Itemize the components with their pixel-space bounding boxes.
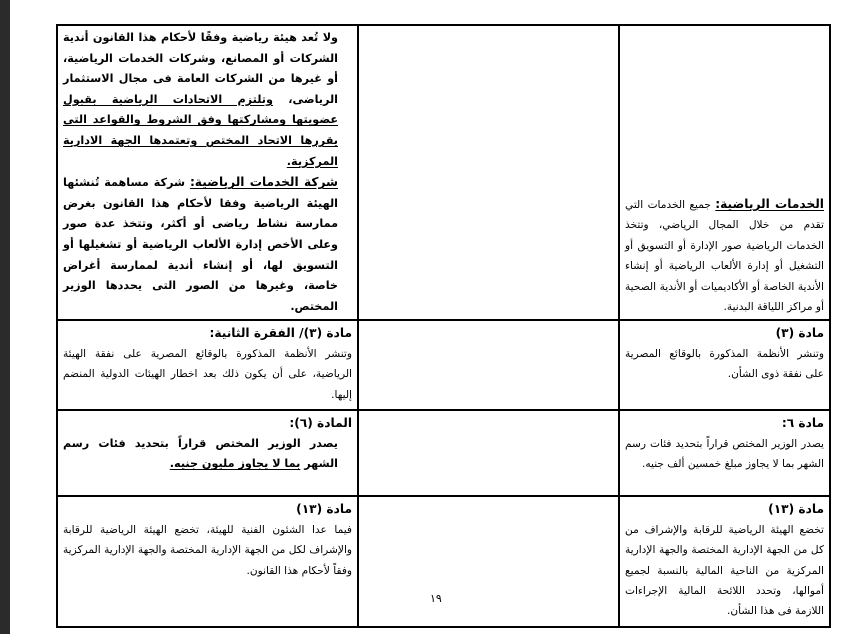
- article-13-new-body: فيما عدا الشئون الفنية للهيئة، تخضع الهيئة الرياضية للرقابة والإشراف لكل من الجهة الإدارية المختصة والجهة الإدارية المركزية وفقاً لأحكام هذا القانون.: [63, 523, 352, 577]
- old-text-cell: [619, 320, 830, 410]
- table-row: [57, 320, 830, 410]
- article-6-old-heading: مادة ٦:: [781, 416, 824, 431]
- article-3-new-body: وتنشر الأنظمة المذكورة بالوقائع المصرية على نفقة الهيئة الرياضية، على أن يكون ذلك بعد اخطار الهيئات الدولية المنضم إليها.: [63, 347, 352, 401]
- sports-services-company-body: شركة مساهمة تُنشئها الهيئة الرياضية وفقا لأحكام هذا القانون بغرض ممارسة نشاط رياضى أو أكثر، وتتخذ عدة صور وعلى الأخص إدارة الألعاب الرياضية أو تشغيلها أو التسويق لها، أو إنشاء أندية لممارسة أغراض خاصة، وغيرها من الصور التى يحددها الوزير المختص.: [63, 176, 338, 313]
- sports-services-definition: [625, 194, 824, 317]
- article-13-old-body: تخضع الهيئة الرياضية للرقابة والإشراف من كل من الجهة الإدارية المختصة والجهة الإدارية المركزية من الناحية المالية بالنسبة لجميع أموالها، وتحدد اللائحة المالية الإجراءات اللازمة فى هذا الشأن.: [625, 523, 824, 618]
- article-13-old-heading: مادة (١٣): [768, 502, 824, 517]
- article-3-new-heading: مادة (٣)/ الفقرة الثانية:: [209, 326, 352, 341]
- article-6-new-body: يصدر الوزير المختص قراراً بتحديد فئات رسم الشهر: [63, 436, 338, 471]
- page-number: ١٩: [430, 592, 442, 605]
- article-3-old-heading: مادة (٣): [775, 326, 824, 341]
- sports-services-company-heading: شركة الخدمات الرياضية:: [189, 175, 339, 190]
- clubs-exclusion-text: ولا تُعد هيئة رياضية وفقًا لأحكام هذا القانون أندية الشركات أو المصانع، وشركات الخدمات الرياضية، أو غيرها من الشركات العامة فى مجال الاستثمار الرياضى،: [63, 31, 339, 106]
- viewer-left-edge: [0, 0, 10, 634]
- table-row: [57, 410, 830, 496]
- article-6-new-limit: بما لا يجاوز مليون جنيه.: [169, 457, 301, 471]
- sports-services-body: جميع الخدمات التي تقدم من خلال المجال الرياضي، وتتخذ الخدمات الرياضية صور الإدارة أو التسويق أو التشغيل أو إدارة الألعاب الرياضية أو إنشاء الأندية الخاصة أو الأكاديميات أو الأندية الصحية أو مراكز اللياقة البدنية.: [625, 198, 824, 313]
- article-6-new-paragraph: [63, 434, 352, 475]
- sports-services-company-paragraph: [63, 172, 352, 317]
- law-comparison-table: [56, 24, 831, 628]
- federations-obligation-text: وتلتزم الاتحادات الرياضية بقبول عضويتها ومشاركتها وفق الشروط والقواعد التى يقررها الاتحاد المختص وتعتمدها الجهة الادارية المركزية.: [63, 92, 338, 168]
- article-6-new-heading: المادة (٦):: [289, 416, 352, 431]
- middle-cell: [358, 320, 619, 410]
- article-13-new-heading: مادة (١٣): [296, 502, 352, 517]
- new-text-cell: [57, 320, 358, 410]
- middle-cell: [358, 496, 619, 627]
- old-text-cell: [619, 25, 830, 320]
- old-text-cell: [619, 410, 830, 496]
- clubs-exclusion-paragraph: [63, 28, 352, 172]
- old-text-cell: [619, 496, 830, 627]
- new-text-cell: [57, 410, 358, 496]
- middle-cell: [358, 410, 619, 496]
- middle-cell: [358, 25, 619, 320]
- table-row: [57, 496, 830, 627]
- article-6-old-body: يصدر الوزير المختص قراراً بتحديد فئات رسم الشهر بما لا يجاوز مبلغ خمسين ألف جنيه.: [625, 437, 824, 471]
- table-row: [57, 25, 830, 320]
- new-text-cell: [57, 25, 358, 320]
- article-3-old-body: وتنشر الأنظمة المذكورة بالوقائع المصرية على نفقة ذوى الشأن.: [625, 347, 824, 381]
- new-text-cell: [57, 496, 358, 627]
- sports-services-heading: الخدمات الرياضية:: [715, 196, 824, 211]
